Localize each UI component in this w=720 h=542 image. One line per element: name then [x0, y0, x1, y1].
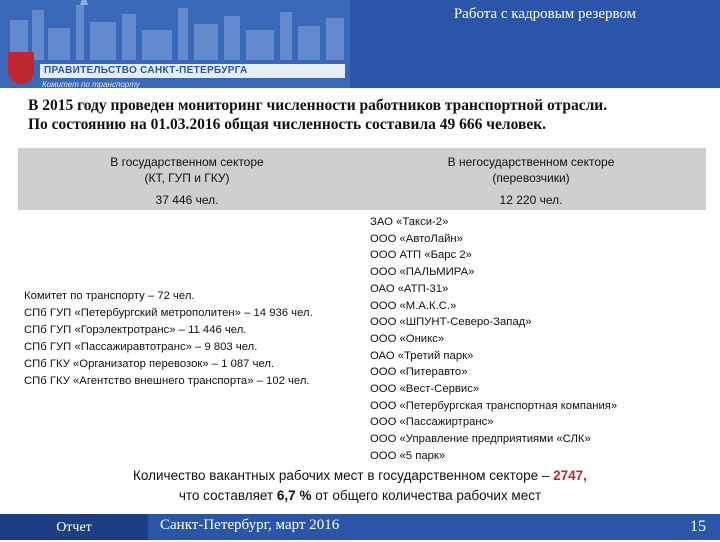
list-item: ООО «Оникс» — [370, 332, 445, 345]
list-item: ООО «М.А.К.С.» — [370, 299, 457, 312]
state-sector-list — [24, 288, 313, 390]
carriers-list — [370, 214, 617, 465]
list-item: ООО «ШПУНТ-Северо-Запад» — [370, 316, 532, 329]
list-item: СПб ГУП «Петербургский метрополитен» – 14 936 чел. — [24, 307, 313, 319]
private-sector-heading: В негосударственном секторе — [447, 155, 615, 169]
summary-text: Количество вакантных рабочих мест в государственном секторе – — [133, 468, 554, 483]
state-sector-heading: В государственном секторе — [110, 155, 264, 169]
slide-header — [0, 0, 720, 88]
footer-report-label: Отчет — [0, 514, 148, 540]
list-item: ООО «Питеравто» — [370, 366, 468, 379]
list-item: ООО «Управление предприятиями «СЛК» — [370, 433, 591, 446]
list-item: ООО «5 парк» — [370, 449, 446, 462]
list-item: Комитет по транспорту – 72 чел. — [24, 290, 195, 302]
state-sector-subheading: (КТ, ГУП и ГКУ) — [144, 171, 230, 185]
list-item: ЗАО «Такси-2» — [370, 216, 449, 228]
footer-city-date: Санкт-Петербург, март 2016 — [160, 517, 340, 533]
list-item: СПб ГКУ «Агентство внешнего транспорта» – 102 чел. — [24, 375, 310, 387]
list-item: СПб ГУП «Горэлектротранс» – 11 446 чел. — [24, 324, 247, 336]
slide-footer — [0, 514, 720, 540]
list-item: ООО «Петербургская транспортная компания» — [370, 399, 618, 412]
vacancies-value: 2747, — [553, 468, 587, 483]
list-item: ОАО «Третий парк» — [370, 349, 474, 362]
list-item: ОАО «АТП-31» — [370, 282, 449, 295]
state-sector-count: 37 446 чел. — [155, 193, 219, 207]
list-item: ООО «АвтоЛайн» — [370, 232, 463, 245]
list-item: СПб ГУП «Пассажиравтотранс» – 9 803 чел. — [24, 341, 258, 353]
list-item: ООО «Пассажиртранс» — [370, 416, 494, 429]
government-label: ПРАВИТЕЛЬСТВО САНКТ-ПЕТЕРБУРГА — [40, 64, 345, 78]
private-sector-header — [356, 148, 706, 210]
list-item: ООО «Вест-Сервис» — [370, 383, 480, 396]
spb-crest-icon — [8, 52, 34, 84]
summary-text: от общего количества рабочих мест — [311, 488, 542, 503]
committee-label: Комитет по транспорту — [42, 80, 140, 88]
percent-value: 6,7 % — [276, 488, 312, 503]
state-sector-header — [18, 148, 356, 210]
summary-text: что составляет — [178, 488, 277, 503]
private-sector-subheading: (перевозчики) — [492, 171, 570, 185]
page-number: 15 — [690, 518, 706, 535]
slide-title: Работа с кадровым резервом — [453, 6, 637, 22]
summary-line-2 — [0, 488, 720, 503]
list-item: СПб ГКУ «Организатор перевозок» – 1 087 чел. — [24, 358, 275, 370]
summary-line-1 — [0, 468, 720, 483]
list-item: ООО АТП «Барс 2» — [370, 249, 472, 262]
intro-line-2: По состоянию на 01.03.2016 общая численность составила 49 666 человек. — [28, 116, 547, 133]
intro-line-1: В 2015 году проведен мониторинг численности работников транспортной отрасли. — [28, 97, 608, 114]
list-item: ООО «ПАЛЬМИРА» — [370, 266, 475, 279]
intro-text — [28, 96, 708, 134]
private-sector-count: 12 220 чел. — [499, 193, 563, 207]
